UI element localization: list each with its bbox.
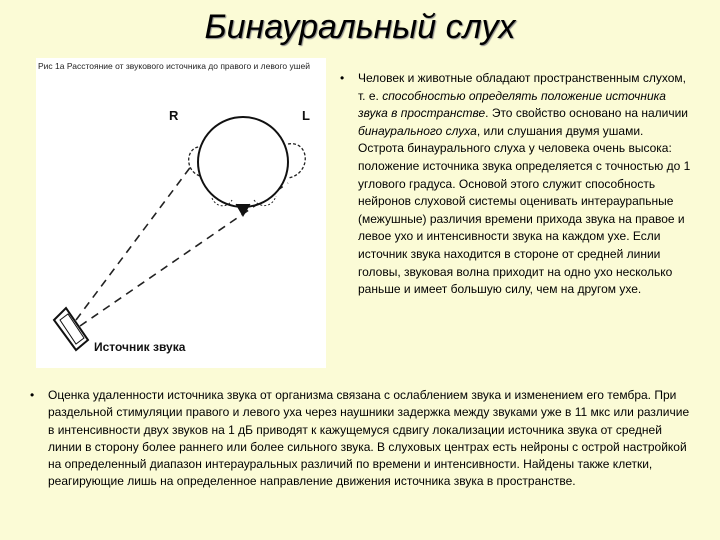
bottom-bullet-text: Оценка удаленности источника звука от организма связана с ослаблением звука и изменением его тембра. При раздельной стимуляции правого и левого уха через наушники задержка между звуками уже в 11 мкс или различие в интенсивности двух звуков на 1 дБ приводят к кажущемуся сдвигу локализации источника звука от средней линии в сторону более раннего или более сильного звука. В слуховых центрах есть нейроны с острой настройкой на определенный диапазон интерауральных различий по времени и интенсивности. Найдены также клетки, реагирующие лишь на определенное направление движения источника звука в пространстве. bbox=[48, 388, 690, 489]
bottom-bullet bbox=[30, 387, 695, 491]
text-segment: , или слушания двумя ушами. Острота бинаурального слуха у человека очень высока: положение источника звука определяется с точностью до 1 углового градуса. Основой этого служит способность нейронов слуховой системы оценивать интераурапьные (межушные) различия времени прихода звука на правое и левое ухо и интенсивности звука на каждом ухе. Если источник звука находится в стороне от средней линии головы, звуковая волна приходит на одно ухо несколько раньше и имеет большую силу, чем на другом ухе. bbox=[358, 123, 691, 297]
italic-segment: способностью определять положение источника звука в пространстве bbox=[358, 88, 666, 121]
nose-shape bbox=[236, 204, 250, 216]
left-ear-shape bbox=[288, 144, 305, 178]
binaural-figure bbox=[36, 58, 326, 368]
text-segment: Человек и животные обладают пространственным слухом, т. е. bbox=[358, 71, 686, 103]
right-ear-label: R bbox=[169, 108, 179, 123]
figure-caption: Рис 1а Расстояние от звукового источника до правого и левого ушей bbox=[38, 61, 311, 71]
italic-segment: бинаурального слуха bbox=[358, 123, 477, 138]
head-circle bbox=[198, 117, 288, 207]
sound-source-label: Источник звука bbox=[94, 340, 186, 354]
left-ear-label: L bbox=[302, 108, 310, 123]
right-bullet-text bbox=[358, 70, 692, 299]
bullet-marker: • bbox=[30, 388, 35, 402]
text-segment: . Это свойство основано на наличии bbox=[485, 106, 689, 121]
sound-source-icon bbox=[54, 308, 88, 350]
right-bullet bbox=[340, 70, 692, 299]
bullet-marker: • bbox=[340, 71, 345, 85]
slide-title: Бинауральный слух bbox=[204, 8, 516, 46]
head-diagram bbox=[36, 58, 326, 368]
sound-path-right-ear bbox=[76, 165, 192, 320]
